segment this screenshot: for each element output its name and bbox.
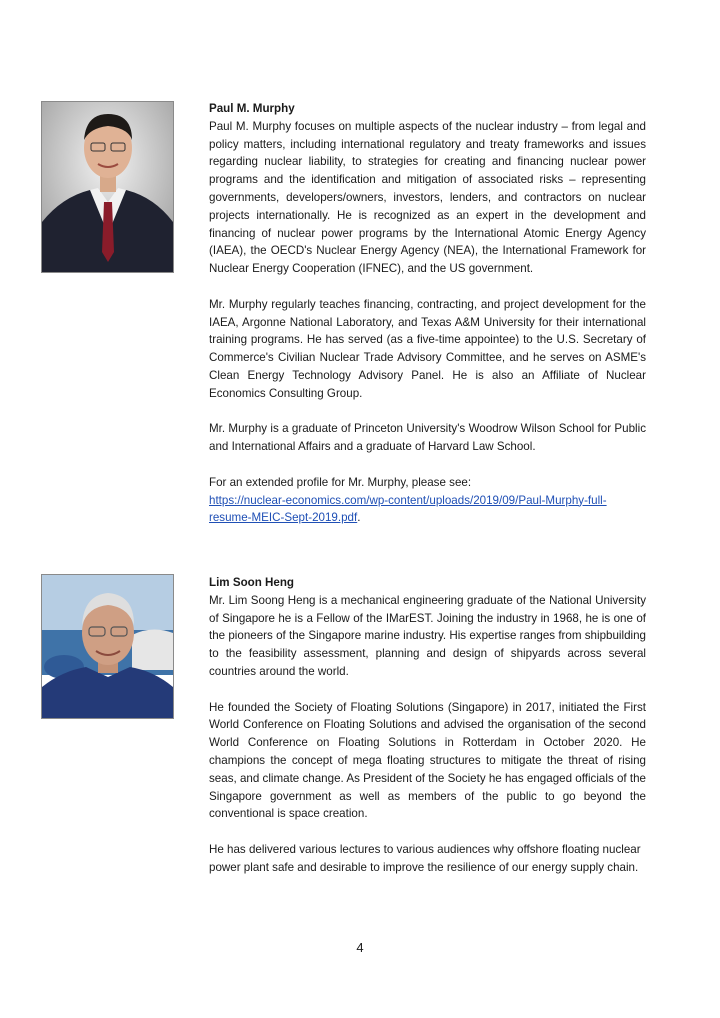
link-suffix: . bbox=[357, 511, 361, 525]
portrait-paul-murphy bbox=[41, 101, 174, 273]
bio-paragraph: Mr. Murphy is a graduate of Princeton University's Woodrow Wilson School for Public and International Affairs and a graduate of Harvard Law School. bbox=[209, 422, 646, 454]
bio-lim-soon-heng bbox=[209, 574, 646, 877]
page-number: 4 bbox=[356, 940, 364, 955]
bio-link-intro: For an extended profile for Mr. Murphy, please see: bbox=[209, 475, 472, 489]
portrait-lim-soon-heng-image bbox=[42, 575, 173, 718]
bio-paul-murphy bbox=[209, 100, 646, 527]
bio-paragraph: Mr. Murphy regularly teaches financing, contracting, and project development for the IAEA, Argonne National Laboratory, and Texas A&M University for their international training programs. He has served (as a five-time appointee) to the U.S. Secretary of Commerce's Civilian Nuclear Trade Advisory Committee, and he serves on ASME's Clean Energy Technology Advisory Panel. He is also an Affiliate of Nuclear Economics Consulting Group. bbox=[209, 297, 646, 400]
bio-paragraph: He has delivered various lectures to various audiences why offshore floating nuclear power plant safe and desirable to improve the resilience of our energy supply chain. bbox=[209, 842, 641, 874]
bio-paragraph: Paul M. Murphy focuses on multiple aspects of the nuclear industry – from legal and policy matters, including international regulatory and treaty frameworks and issues regarding nuclear liability, to strategies for creating and financing nuclear power programs and the identification and mitigation of associated risks – representing governments, developers/owners, investors, lenders, and contractors on nuclear projects internationally. He is recognized as an expert in the development and financing of nuclear power programs by the International Atomic Energy Agency (IAEA), the OECD's Nuclear Energy Agency (NEA), the International Framework for Nuclear Energy Cooperation (IFNEC), and the US government. bbox=[209, 119, 646, 276]
portrait-lim-soon-heng bbox=[41, 574, 174, 719]
portrait-paul-murphy-image bbox=[42, 102, 173, 272]
bio-name: Lim Soon Heng bbox=[209, 576, 295, 589]
bio-paragraph: Mr. Lim Soong Heng is a mechanical engineering graduate of the National University of Singapore he is a Fellow of the IMarEST. Joining the industry in 1968, he is one of the pioneers of the Singapore marine industry. His expertise ranges from shipbuilding to the feasibility assessment, planning and design of shipyards across several countries around the world. bbox=[209, 593, 646, 678]
bio-paragraph: He founded the Society of Floating Solutions (Singapore) in 2017, initiated the First World Conference on Floating Solutions and advised the organisation of the second World Conference on Floating Solutions in Rotterdam in October 2020. He champions the concept of mega floating structures to mitigate the threat of rising seas, and climate change. As President of the Society he has engaged officials of the Singapore government as well as members of the public to go beyond the conventional is space creation. bbox=[209, 700, 646, 821]
bio-name: Paul M. Murphy bbox=[209, 102, 295, 115]
profile-link[interactable]: https://nuclear-economics.com/wp-content/uploads/2019/09/Paul-Murphy-full-resume-MEIC-Sept-2019.pdf bbox=[209, 493, 607, 525]
